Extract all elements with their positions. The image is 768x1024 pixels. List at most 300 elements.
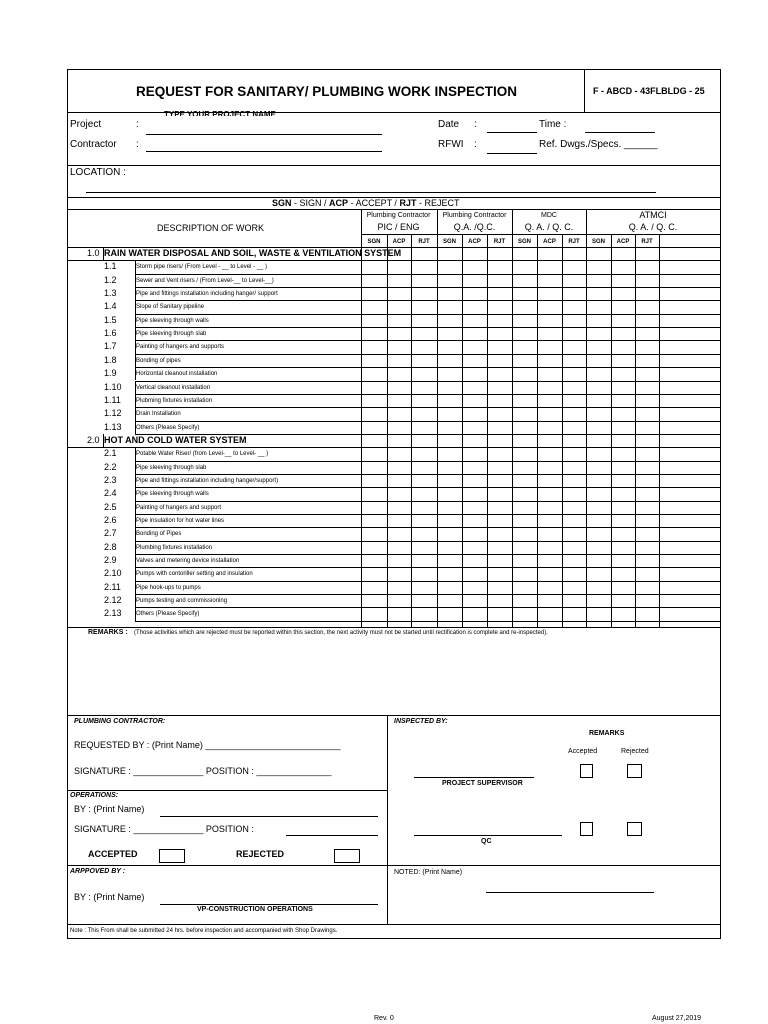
signoff-cell[interactable] <box>537 394 562 407</box>
signoff-cell[interactable] <box>586 314 611 327</box>
signoff-cell[interactable] <box>562 474 586 487</box>
location-field[interactable] <box>86 192 656 193</box>
signoff-cell[interactable] <box>411 287 437 300</box>
signoff-cell[interactable] <box>387 340 411 353</box>
signoff-cell[interactable] <box>487 594 512 607</box>
signoff-cell[interactable] <box>437 367 462 380</box>
rfwi-field[interactable] <box>487 153 537 154</box>
signoff-cell[interactable] <box>462 394 487 407</box>
signoff-cell[interactable] <box>387 607 411 620</box>
signoff-cell[interactable] <box>361 340 387 353</box>
signoff-cell[interactable] <box>586 607 611 620</box>
signoff-cell[interactable] <box>586 514 611 527</box>
signoff-cell[interactable] <box>462 381 487 394</box>
signoff-cell[interactable] <box>487 501 512 514</box>
signoff-cell[interactable] <box>512 381 537 394</box>
signoff-cell[interactable] <box>411 367 437 380</box>
signoff-cell[interactable] <box>537 260 562 273</box>
signoff-cell[interactable] <box>537 314 562 327</box>
signoff-cell[interactable] <box>586 381 611 394</box>
signoff-cell[interactable] <box>411 554 437 567</box>
signoff-cell[interactable] <box>487 567 512 580</box>
signoff-cell[interactable] <box>487 367 512 380</box>
signoff-cell[interactable] <box>537 514 562 527</box>
signoff-cell[interactable] <box>562 461 586 474</box>
signoff-cell[interactable] <box>537 554 562 567</box>
signoff-cell[interactable] <box>487 607 512 620</box>
signoff-cell[interactable] <box>437 567 462 580</box>
signoff-cell[interactable] <box>635 541 659 554</box>
signoff-cell[interactable] <box>562 354 586 367</box>
signoff-cell[interactable] <box>361 514 387 527</box>
signoff-cell[interactable] <box>487 394 512 407</box>
signoff-cell[interactable] <box>437 581 462 594</box>
signoff-cell[interactable] <box>611 421 635 434</box>
signoff-cell[interactable] <box>562 594 586 607</box>
signoff-cell[interactable] <box>387 541 411 554</box>
signoff-cell[interactable] <box>537 567 562 580</box>
signoff-cell[interactable] <box>437 514 462 527</box>
signoff-cell[interactable] <box>586 501 611 514</box>
signoff-cell[interactable] <box>437 501 462 514</box>
signoff-cell[interactable] <box>537 300 562 313</box>
signoff-cell[interactable] <box>462 367 487 380</box>
signoff-cell[interactable] <box>611 340 635 353</box>
signoff-cell[interactable] <box>387 287 411 300</box>
signoff-cell[interactable] <box>586 541 611 554</box>
signoff-cell[interactable] <box>387 260 411 273</box>
signoff-cell[interactable] <box>537 340 562 353</box>
requested-by[interactable]: REQUESTED BY : (Print Name) ___________________________ <box>74 740 341 750</box>
signoff-cell[interactable] <box>387 314 411 327</box>
signoff-cell[interactable] <box>361 381 387 394</box>
signoff-cell[interactable] <box>635 421 659 434</box>
signoff-cell[interactable] <box>487 300 512 313</box>
signoff-cell[interactable] <box>562 447 586 460</box>
signoff-cell[interactable] <box>512 287 537 300</box>
signoff-cell[interactable] <box>586 260 611 273</box>
signoff-cell[interactable] <box>437 300 462 313</box>
signoff-cell[interactable] <box>586 340 611 353</box>
signoff-cell[interactable] <box>411 274 437 287</box>
signoff-cell[interactable] <box>635 567 659 580</box>
signoff-cell[interactable] <box>462 487 487 500</box>
signoff-cell[interactable] <box>537 594 562 607</box>
signoff-cell[interactable] <box>635 514 659 527</box>
signoff-cell[interactable] <box>487 541 512 554</box>
signoff-cell[interactable] <box>611 314 635 327</box>
signoff-cell[interactable] <box>462 514 487 527</box>
signoff-cell[interactable] <box>387 274 411 287</box>
signoff-cell[interactable] <box>437 287 462 300</box>
signoff-cell[interactable] <box>387 567 411 580</box>
signoff-cell[interactable] <box>611 381 635 394</box>
signoff-cell[interactable] <box>537 287 562 300</box>
signoff-cell[interactable] <box>361 474 387 487</box>
signoff-cell[interactable] <box>537 461 562 474</box>
signoff-cell[interactable] <box>512 501 537 514</box>
signoff-cell[interactable] <box>512 581 537 594</box>
signoff-cell[interactable] <box>537 541 562 554</box>
signoff-cell[interactable] <box>611 461 635 474</box>
signoff-cell[interactable] <box>586 474 611 487</box>
signoff-cell[interactable] <box>586 461 611 474</box>
signoff-cell[interactable] <box>562 340 586 353</box>
signoff-cell[interactable] <box>487 407 512 420</box>
remarks-area[interactable] <box>68 640 720 715</box>
signoff-cell[interactable] <box>611 607 635 620</box>
signoff-cell[interactable] <box>562 607 586 620</box>
signoff-cell[interactable] <box>487 554 512 567</box>
date-field[interactable] <box>487 132 537 133</box>
signoff-cell[interactable] <box>437 527 462 540</box>
signoff-cell[interactable] <box>437 340 462 353</box>
signoff-cell[interactable] <box>361 260 387 273</box>
supervisor-rejected-checkbox[interactable] <box>627 764 642 778</box>
qc-signature-line[interactable] <box>414 835 562 836</box>
signoff-cell[interactable] <box>635 287 659 300</box>
signoff-cell[interactable] <box>512 367 537 380</box>
signoff-cell[interactable] <box>512 300 537 313</box>
signoff-cell[interactable] <box>537 381 562 394</box>
signoff-cell[interactable] <box>586 567 611 580</box>
signoff-cell[interactable] <box>586 287 611 300</box>
signoff-cell[interactable] <box>437 394 462 407</box>
signoff-cell[interactable] <box>437 594 462 607</box>
signoff-cell[interactable] <box>387 447 411 460</box>
signoff-cell[interactable] <box>635 407 659 420</box>
signoff-cell[interactable] <box>611 367 635 380</box>
signoff-cell[interactable] <box>635 340 659 353</box>
qc-rejected-checkbox[interactable] <box>627 822 642 836</box>
signoff-cell[interactable] <box>437 461 462 474</box>
signoff-cell[interactable] <box>635 354 659 367</box>
signoff-cell[interactable] <box>537 527 562 540</box>
signoff-cell[interactable] <box>462 581 487 594</box>
signoff-cell[interactable] <box>387 581 411 594</box>
signoff-cell[interactable] <box>611 514 635 527</box>
signoff-cell[interactable] <box>437 541 462 554</box>
signoff-cell[interactable] <box>361 541 387 554</box>
operations-position-field[interactable] <box>286 835 378 836</box>
signoff-cell[interactable] <box>462 607 487 620</box>
signoff-cell[interactable] <box>361 594 387 607</box>
signoff-cell[interactable] <box>487 421 512 434</box>
signoff-cell[interactable] <box>611 260 635 273</box>
signoff-cell[interactable] <box>537 487 562 500</box>
signoff-cell[interactable] <box>361 554 387 567</box>
signoff-cell[interactable] <box>437 327 462 340</box>
signoff-cell[interactable] <box>512 314 537 327</box>
signoff-cell[interactable] <box>361 501 387 514</box>
signoff-cell[interactable] <box>562 327 586 340</box>
signoff-cell[interactable] <box>462 541 487 554</box>
signoff-cell[interactable] <box>411 314 437 327</box>
signoff-cell[interactable] <box>635 501 659 514</box>
signoff-cell[interactable] <box>611 501 635 514</box>
signoff-cell[interactable] <box>487 447 512 460</box>
signoff-cell[interactable] <box>586 554 611 567</box>
signoff-cell[interactable] <box>387 381 411 394</box>
signoff-cell[interactable] <box>437 274 462 287</box>
signoff-cell[interactable] <box>437 554 462 567</box>
signoff-cell[interactable] <box>411 354 437 367</box>
signoff-cell[interactable] <box>562 501 586 514</box>
signoff-cell[interactable] <box>512 607 537 620</box>
operations-name-field[interactable] <box>160 816 378 817</box>
signoff-cell[interactable] <box>512 541 537 554</box>
signoff-cell[interactable] <box>387 367 411 380</box>
signoff-cell[interactable] <box>411 407 437 420</box>
signoff-cell[interactable] <box>586 487 611 500</box>
signoff-cell[interactable] <box>411 487 437 500</box>
signoff-cell[interactable] <box>537 607 562 620</box>
signoff-cell[interactable] <box>512 354 537 367</box>
signoff-cell[interactable] <box>635 461 659 474</box>
signoff-cell[interactable] <box>611 394 635 407</box>
signoff-cell[interactable] <box>361 461 387 474</box>
signoff-cell[interactable] <box>361 581 387 594</box>
signoff-cell[interactable] <box>512 527 537 540</box>
signoff-cell[interactable] <box>462 447 487 460</box>
signoff-cell[interactable] <box>387 300 411 313</box>
signoff-cell[interactable] <box>562 287 586 300</box>
signoff-cell[interactable] <box>462 594 487 607</box>
signoff-cell[interactable] <box>361 607 387 620</box>
signoff-cell[interactable] <box>487 487 512 500</box>
signoff-cell[interactable] <box>635 594 659 607</box>
signoff-cell[interactable] <box>537 274 562 287</box>
signoff-cell[interactable] <box>487 581 512 594</box>
signoff-cell[interactable] <box>361 274 387 287</box>
signoff-cell[interactable] <box>361 287 387 300</box>
signoff-cell[interactable] <box>487 314 512 327</box>
signoff-cell[interactable] <box>387 514 411 527</box>
signoff-cell[interactable] <box>562 394 586 407</box>
signoff-cell[interactable] <box>361 327 387 340</box>
signoff-cell[interactable] <box>562 487 586 500</box>
signoff-cell[interactable] <box>512 487 537 500</box>
signoff-cell[interactable] <box>611 274 635 287</box>
signoff-cell[interactable] <box>462 314 487 327</box>
signoff-cell[interactable] <box>562 541 586 554</box>
signoff-cell[interactable] <box>562 367 586 380</box>
signoff-cell[interactable] <box>537 407 562 420</box>
signoff-cell[interactable] <box>611 447 635 460</box>
signoff-cell[interactable] <box>361 314 387 327</box>
signoff-cell[interactable] <box>611 594 635 607</box>
signoff-cell[interactable] <box>611 354 635 367</box>
signoff-cell[interactable] <box>562 527 586 540</box>
signoff-cell[interactable] <box>387 527 411 540</box>
signoff-cell[interactable] <box>361 527 387 540</box>
signoff-cell[interactable] <box>487 474 512 487</box>
signoff-cell[interactable] <box>487 461 512 474</box>
contractor-field[interactable] <box>146 151 382 152</box>
signoff-cell[interactable] <box>537 421 562 434</box>
signoff-cell[interactable] <box>462 340 487 353</box>
signoff-cell[interactable] <box>361 367 387 380</box>
signoff-cell[interactable] <box>387 394 411 407</box>
signoff-cell[interactable] <box>487 381 512 394</box>
signoff-cell[interactable] <box>462 461 487 474</box>
signoff-cell[interactable] <box>562 581 586 594</box>
signoff-cell[interactable] <box>387 487 411 500</box>
signoff-cell[interactable] <box>562 514 586 527</box>
signoff-cell[interactable] <box>586 300 611 313</box>
signoff-cell[interactable] <box>411 501 437 514</box>
signoff-cell[interactable] <box>586 527 611 540</box>
supervisor-accepted-checkbox[interactable] <box>580 764 593 778</box>
signoff-cell[interactable] <box>462 527 487 540</box>
signoff-cell[interactable] <box>512 260 537 273</box>
signoff-cell[interactable] <box>437 407 462 420</box>
signoff-cell[interactable] <box>437 354 462 367</box>
signoff-cell[interactable] <box>512 567 537 580</box>
signoff-cell[interactable] <box>611 327 635 340</box>
signoff-cell[interactable] <box>562 421 586 434</box>
signoff-cell[interactable] <box>387 461 411 474</box>
signoff-cell[interactable] <box>635 474 659 487</box>
signoff-cell[interactable] <box>611 407 635 420</box>
signoff-cell[interactable] <box>512 594 537 607</box>
signoff-cell[interactable] <box>387 474 411 487</box>
signoff-cell[interactable] <box>586 407 611 420</box>
signoff-cell[interactable] <box>512 554 537 567</box>
signoff-cell[interactable] <box>586 447 611 460</box>
signoff-cell[interactable] <box>635 381 659 394</box>
signoff-cell[interactable] <box>611 487 635 500</box>
project-field[interactable] <box>146 134 382 135</box>
signoff-cell[interactable] <box>437 607 462 620</box>
signoff-cell[interactable] <box>635 327 659 340</box>
signoff-cell[interactable] <box>361 421 387 434</box>
signoff-cell[interactable] <box>487 514 512 527</box>
signoff-cell[interactable] <box>462 274 487 287</box>
signoff-cell[interactable] <box>611 567 635 580</box>
signoff-cell[interactable] <box>462 287 487 300</box>
signoff-cell[interactable] <box>586 421 611 434</box>
signoff-cell[interactable] <box>387 594 411 607</box>
signoff-cell[interactable] <box>562 260 586 273</box>
signoff-cell[interactable] <box>537 474 562 487</box>
signoff-cell[interactable] <box>462 501 487 514</box>
signoff-cell[interactable] <box>361 487 387 500</box>
signoff-cell[interactable] <box>611 527 635 540</box>
signoff-cell[interactable] <box>361 567 387 580</box>
signoff-cell[interactable] <box>635 314 659 327</box>
signoff-cell[interactable] <box>411 327 437 340</box>
signoff-cell[interactable] <box>611 554 635 567</box>
signoff-cell[interactable] <box>512 447 537 460</box>
signoff-cell[interactable] <box>611 474 635 487</box>
signoff-cell[interactable] <box>361 354 387 367</box>
signoff-cell[interactable] <box>635 394 659 407</box>
time-field[interactable] <box>585 132 655 133</box>
signoff-cell[interactable] <box>437 474 462 487</box>
signoff-cell[interactable] <box>487 340 512 353</box>
signoff-cell[interactable] <box>387 327 411 340</box>
signoff-cell[interactable] <box>411 381 437 394</box>
signoff-cell[interactable] <box>635 447 659 460</box>
signoff-cell[interactable] <box>611 287 635 300</box>
signoff-cell[interactable] <box>635 554 659 567</box>
signoff-cell[interactable] <box>537 327 562 340</box>
signoff-cell[interactable] <box>487 354 512 367</box>
signoff-cell[interactable] <box>387 407 411 420</box>
signoff-cell[interactable] <box>487 274 512 287</box>
signoff-cell[interactable] <box>487 527 512 540</box>
signoff-cell[interactable] <box>512 421 537 434</box>
signoff-cell[interactable] <box>411 461 437 474</box>
signoff-cell[interactable] <box>562 567 586 580</box>
signoff-cell[interactable] <box>562 314 586 327</box>
signoff-cell[interactable] <box>387 354 411 367</box>
signoff-cell[interactable] <box>411 260 437 273</box>
signoff-cell[interactable] <box>437 381 462 394</box>
contractor-signature[interactable]: SIGNATURE : ______________ POSITION : _______________ <box>74 766 332 776</box>
signoff-cell[interactable] <box>586 274 611 287</box>
signoff-cell[interactable] <box>462 567 487 580</box>
signoff-cell[interactable] <box>512 514 537 527</box>
supervisor-signature-line[interactable] <box>414 777 534 778</box>
signoff-cell[interactable] <box>586 594 611 607</box>
signoff-cell[interactable] <box>437 421 462 434</box>
signoff-cell[interactable] <box>537 354 562 367</box>
approved-name-field[interactable] <box>160 904 378 905</box>
signoff-cell[interactable] <box>462 260 487 273</box>
signoff-cell[interactable] <box>537 447 562 460</box>
signoff-cell[interactable] <box>361 447 387 460</box>
signoff-cell[interactable] <box>411 514 437 527</box>
signoff-cell[interactable] <box>411 447 437 460</box>
signoff-cell[interactable] <box>512 327 537 340</box>
signoff-cell[interactable] <box>586 394 611 407</box>
signoff-cell[interactable] <box>411 607 437 620</box>
signoff-cell[interactable] <box>537 581 562 594</box>
signoff-cell[interactable] <box>537 367 562 380</box>
signoff-cell[interactable] <box>387 554 411 567</box>
noted-field[interactable] <box>486 892 654 893</box>
signoff-cell[interactable] <box>512 394 537 407</box>
signoff-cell[interactable] <box>462 554 487 567</box>
signoff-cell[interactable] <box>437 487 462 500</box>
signoff-cell[interactable] <box>512 474 537 487</box>
signoff-cell[interactable] <box>361 407 387 420</box>
signoff-cell[interactable] <box>462 407 487 420</box>
rejected-checkbox[interactable] <box>334 849 360 863</box>
signoff-cell[interactable] <box>635 300 659 313</box>
signoff-cell[interactable] <box>611 581 635 594</box>
signoff-cell[interactable] <box>611 541 635 554</box>
signoff-cell[interactable] <box>437 447 462 460</box>
signoff-cell[interactable] <box>411 474 437 487</box>
signoff-cell[interactable] <box>562 407 586 420</box>
signoff-cell[interactable] <box>635 487 659 500</box>
signoff-cell[interactable] <box>635 260 659 273</box>
accepted-checkbox[interactable] <box>159 849 185 863</box>
signoff-cell[interactable] <box>462 354 487 367</box>
signoff-cell[interactable] <box>462 474 487 487</box>
signoff-cell[interactable] <box>437 260 462 273</box>
signoff-cell[interactable] <box>562 274 586 287</box>
signoff-cell[interactable] <box>411 527 437 540</box>
signoff-cell[interactable] <box>537 501 562 514</box>
signoff-cell[interactable] <box>487 327 512 340</box>
signoff-cell[interactable] <box>586 581 611 594</box>
signoff-cell[interactable] <box>635 527 659 540</box>
signoff-cell[interactable] <box>586 367 611 380</box>
